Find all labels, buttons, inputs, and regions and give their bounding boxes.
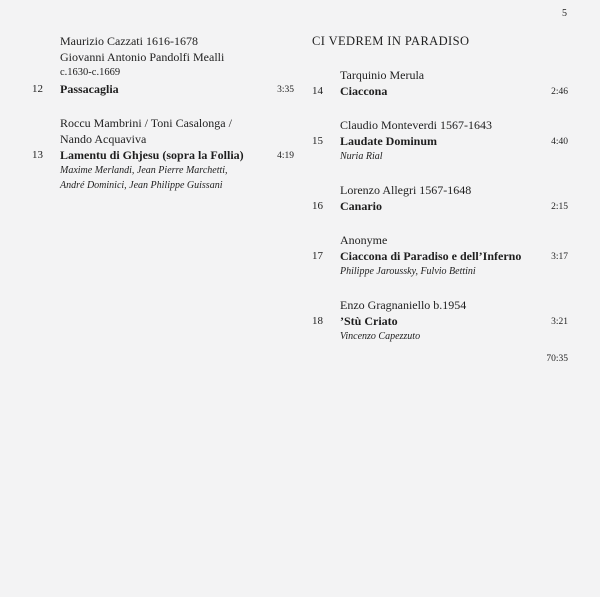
track-duration: 3:17: [551, 252, 568, 262]
track-duration: 3:21: [551, 317, 568, 327]
track-title: Ciaccona: [340, 84, 388, 98]
track-duration: 4:19: [277, 151, 294, 161]
track-number: 12: [32, 83, 43, 95]
performers-line: Philippe Jaroussky, Fulvio Bettini: [340, 266, 476, 277]
track-duration: 4:40: [551, 137, 568, 147]
track-title: Ciaccona di Paradiso e dell’Inferno: [340, 249, 522, 263]
track-block-16: [312, 182, 568, 214]
track-block-12: [32, 33, 294, 97]
track-block-15: [312, 117, 568, 164]
performers-line: Maxime Merlandi, Jean Pierre Marchetti,: [60, 165, 228, 176]
track-duration: 2:15: [551, 202, 568, 212]
track-number: 17: [312, 250, 323, 262]
composer-line: Tarquinio Merula: [340, 68, 425, 82]
track-row-15: [312, 133, 568, 149]
track-number: 14: [312, 85, 323, 97]
track-number: 13: [32, 149, 43, 161]
composer-line: Nando Acquaviva: [60, 132, 147, 146]
track-title: Lamentu di Ghjesu (sopra la Follia): [60, 148, 244, 162]
composer-line: Claudio Monteverdi 1567-1643: [340, 118, 492, 132]
track-number: 15: [312, 135, 323, 147]
track-title: ’Stù Criato: [340, 314, 398, 328]
composer-dates: c.1630-c.1669: [60, 67, 121, 78]
composer-line: Anonyme: [340, 233, 388, 247]
track-block-18: [312, 297, 568, 344]
track-row-16: [312, 198, 568, 214]
total-time: 70:35: [546, 354, 568, 364]
page-number: 5: [562, 8, 567, 19]
composer-line: Enzo Gragnaniello b.1954: [340, 298, 467, 312]
track-block-17: [312, 232, 568, 279]
composer-line: Lorenzo Allegri 1567-1648: [340, 183, 472, 197]
composer-line: Roccu Mambrini / Toni Casalonga /: [60, 116, 232, 130]
composer-line: Maurizio Cazzati 1616-1678: [60, 34, 198, 48]
track-block-14: [312, 67, 568, 99]
track-row-17: [312, 248, 568, 264]
performers-line: André Dominici, Jean Philippe Guissani: [60, 180, 223, 191]
track-duration: 3:35: [277, 85, 294, 95]
program-title: CI VEDREM IN PARADISO: [312, 34, 470, 48]
track-block-13: [32, 115, 294, 193]
track-row-13: [32, 147, 294, 163]
track-row-12: [32, 81, 294, 97]
left-column: [32, 33, 294, 193]
right-column: [312, 33, 568, 364]
performers-line: Nuria Rial: [340, 151, 383, 162]
track-duration: 2:46: [551, 87, 568, 97]
composer-line: Giovanni Antonio Pandolfi Mealli: [60, 50, 225, 64]
track-number: 16: [312, 200, 323, 212]
track-row-14: [312, 83, 568, 99]
track-title: Canario: [340, 199, 382, 213]
performers-line: Vincenzo Capezzuto: [340, 331, 421, 342]
track-number: 18: [312, 315, 323, 327]
track-title: Laudate Dominum: [340, 134, 438, 148]
track-row-18: [312, 313, 568, 329]
track-title: Passacaglia: [60, 82, 119, 96]
